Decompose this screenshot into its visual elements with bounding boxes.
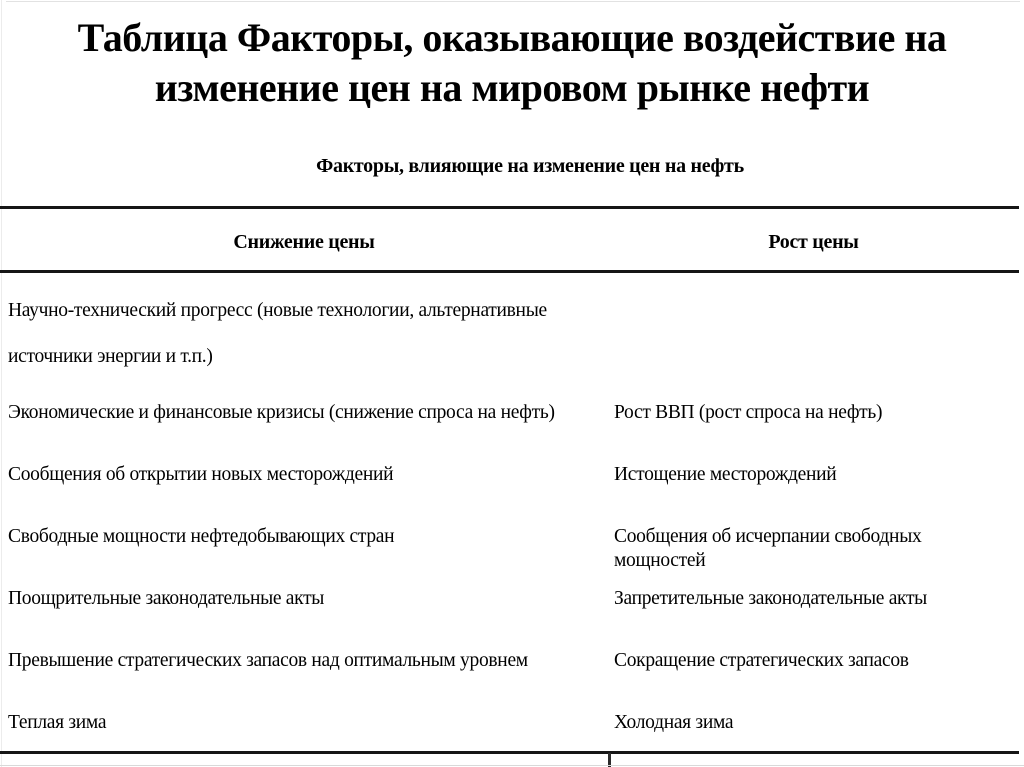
- table-top-rule: [0, 206, 1019, 209]
- cell-increase: Сокращение стратегических запасов: [614, 650, 909, 671]
- table-row: [0, 448, 1019, 510]
- cell-increase: Холодная зима: [614, 712, 734, 733]
- cell-decrease: Научно-технический прогресс (новые технологии, альтернативные источники энергии и т.п.): [8, 300, 547, 367]
- table-header-rule: [0, 270, 1019, 273]
- table-row: [0, 634, 1019, 696]
- cell-increase: Истощение месторождений: [614, 464, 837, 485]
- cell-decrease: Свободные мощности нефтедобывающих стран: [8, 526, 395, 547]
- cell-decrease: Превышение стратегических запасов над оптимальным уровнем: [8, 650, 528, 671]
- table-bottom-rule: [0, 751, 1019, 754]
- cell-decrease: Сообщения об открытии новых месторождений: [8, 464, 394, 485]
- table-body: [0, 283, 1019, 758]
- table-caption: Факторы, влияющие на изменение цен на нефть: [316, 155, 744, 177]
- table-row: [0, 696, 1019, 758]
- page-title: Таблица Факторы, оказывающие воздействие на изменение цен на мировом рынке нефти: [77, 15, 947, 110]
- table-row: [0, 283, 1019, 386]
- column-header-price-decrease: Снижение цены: [233, 231, 375, 253]
- cell-decrease: Теплая зима: [8, 712, 107, 733]
- cell-increase: Сообщения об исчерпании свободных мощностей: [614, 526, 922, 571]
- table-header-row: [0, 231, 1019, 254]
- cell-increase: Запретительные законодательные акты: [614, 588, 927, 609]
- column-header-price-increase: Рост цены: [768, 231, 859, 253]
- table-row: [0, 510, 1019, 572]
- cell-decrease: Экономические и финансовые кризисы (снижение спроса на нефть): [8, 402, 555, 423]
- cell-increase: Рост ВВП (рост спроса на нефть): [614, 402, 883, 423]
- cell-decrease: Поощрительные законодательные акты: [8, 588, 325, 609]
- slide-top-edge: [6, 1, 1020, 2]
- table-row: [0, 386, 1019, 448]
- slide-bottom-edge: [0, 765, 1024, 766]
- cell-increase: [608, 283, 1019, 386]
- table-row: [0, 572, 1019, 634]
